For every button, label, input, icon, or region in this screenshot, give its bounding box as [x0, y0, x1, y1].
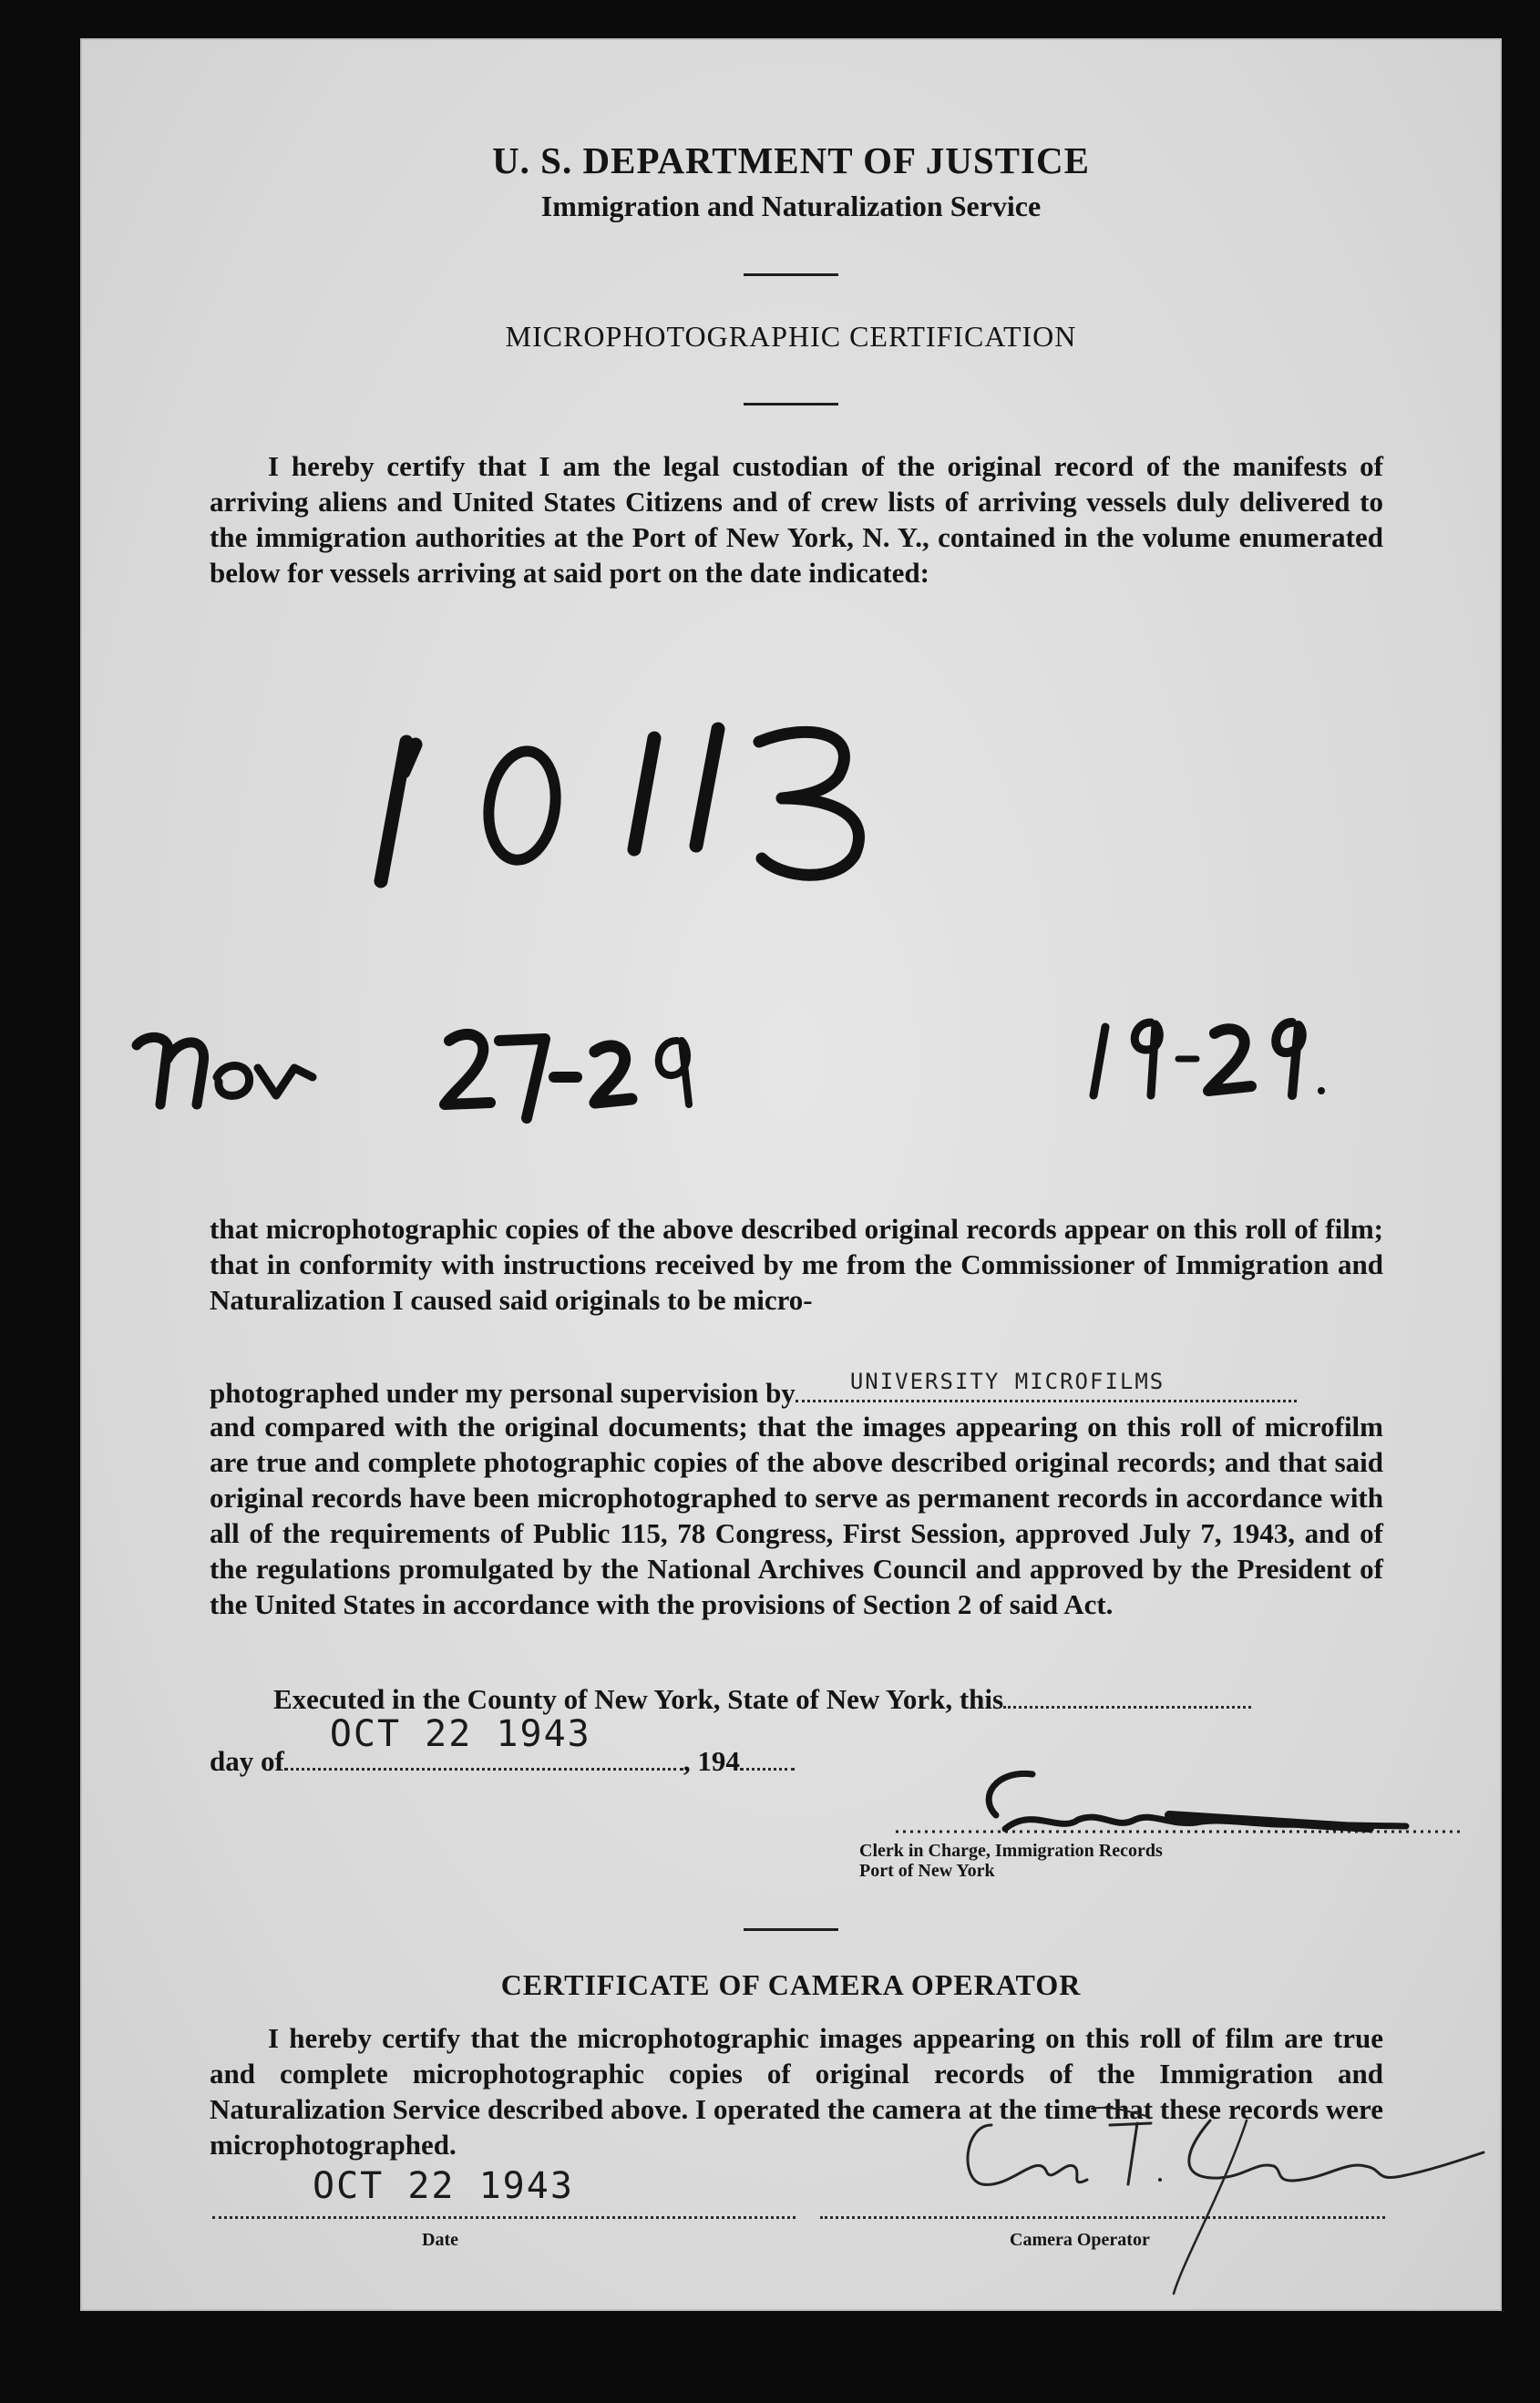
certificate-document [80, 38, 1502, 2311]
operator-signature [855, 2089, 1493, 2298]
operator-date-field [212, 2162, 796, 2219]
department-heading: U. S. DEPARTMENT OF JUSTICE [492, 139, 1090, 181]
body-paragraph-start: that microphotographic copies of the above described original records appear on this roll of film; that in conformity with instructions received by me from the Commissioner of Immigration and Naturalization I caused said originals to be micro- [210, 1213, 1383, 1316]
clerk-port: Port of New York [859, 1861, 995, 1881]
service-subheading: Immigration and Naturalization Service [540, 190, 1042, 222]
divider-rule [744, 403, 838, 406]
camera-operator-paragraph: I hereby certify that the microphotographic images appearing on this roll of film are true and complete microphotographic copies of original records of the Immigration and Naturalization Service described above. I operated the camera at the time that these records were microphotographed. [210, 2022, 1383, 2161]
operator-signature-label: Camera Operator [1010, 2230, 1150, 2250]
body-paragraph-end: and compared with the original documents; that the images appearing on this roll of microfilm are true and complete photographic copies of the above described original records; and that said original records have been microphotographed to serve as permanent records in accordance with all of the requirements of Public 115, 78 Congress, First Session, approved July 7, 1943, and of the regulations promulgated by the National Archives Council and approved by the President of the United States in accordance with the provisions of Section 2 of said Act. [210, 1411, 1383, 1620]
operator-date-stamp: OCT 22 1943 [313, 2165, 574, 2207]
executed-line [273, 1679, 1251, 1716]
volume-number-handwriting [381, 729, 859, 881]
executed-label: Executed in the County of New York, State of New York, this [273, 1683, 1004, 1715]
operator-date-label: Date [422, 2230, 458, 2250]
year-suffix-field [740, 1741, 795, 1771]
camera-operator-title: CERTIFICATE OF CAMERA OPERATOR [500, 1968, 1082, 2001]
supervisor-name: UNIVERSITY MICROFILMS [849, 1369, 1165, 1394]
day-of-line [210, 1713, 795, 1778]
intro-paragraph: I hereby certify that I am the legal custodian of the original record of the manifests of arriving aliens and United States Citizens and of crew lists of arriving vessels duly delivered to the immigration authorities at the Port of New York, N. Y., contained in the volume enumerated below for vessels arriving at said port on the date indicated: [210, 450, 1383, 589]
divider-rule [744, 273, 838, 276]
year-handwriting [1093, 1022, 1325, 1095]
executed-day-field [1003, 1679, 1251, 1709]
divider-rule [744, 1928, 838, 1931]
clerk-signature [896, 1761, 1479, 1852]
date-stamp: OCT 22 1943 [329, 1713, 591, 1755]
date-range-handwriting [137, 1034, 689, 1118]
supervision-label: photographed under my personal supervision by [210, 1377, 796, 1409]
handwritten-entry [80, 676, 1502, 1186]
supervision-field [796, 1369, 1297, 1402]
year-prefix-label: , 194 [683, 1745, 740, 1777]
day-of-field [284, 1713, 683, 1771]
supervision-line [210, 1369, 1297, 1410]
day-of-label: day of [210, 1745, 284, 1777]
clerk-title: Clerk in Charge, Immigration Records [859, 1841, 1163, 1861]
certification-title: MICROPHOTOGRAPHIC CERTIFICATION [505, 320, 1077, 353]
